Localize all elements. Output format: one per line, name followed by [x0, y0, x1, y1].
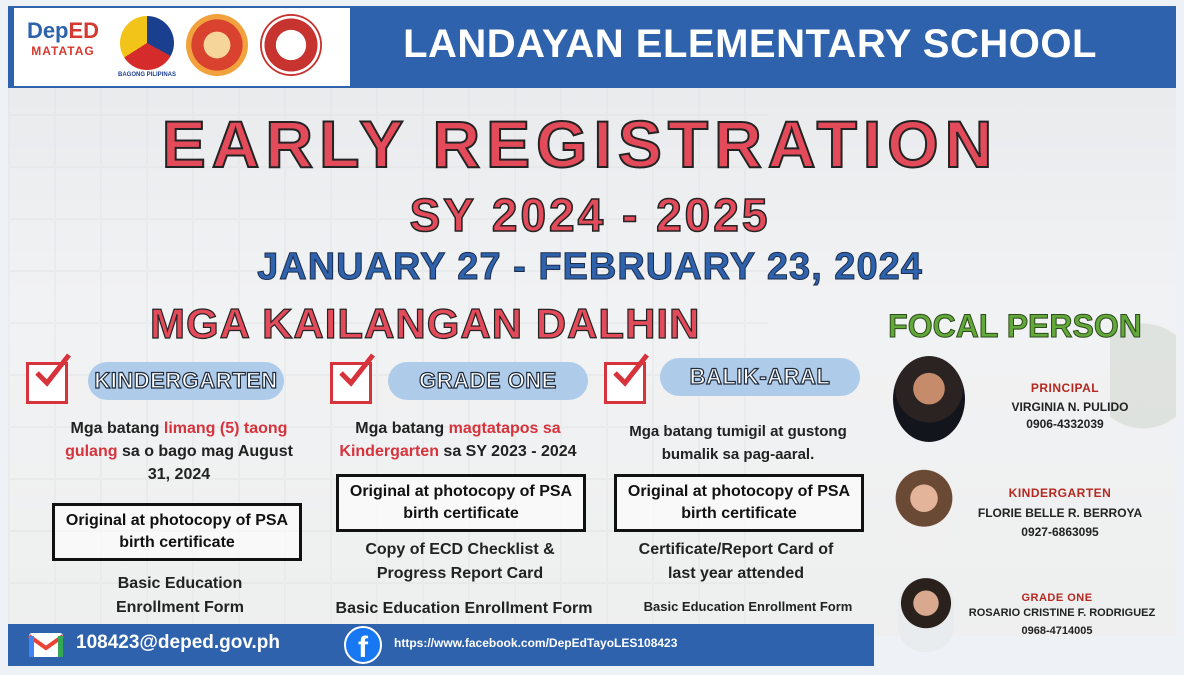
focal-name: FLORIE BELLE R. BERROYA — [977, 506, 1143, 520]
balik-aral-report-card: Certificate/Report Card of last year attended — [638, 541, 834, 582]
grade-one-ecd-checklist: Copy of ECD Checklist & Progress Report Card — [365, 541, 555, 582]
facebook-url: https://www.facebook.com/DepEdTayoLES108423 — [394, 636, 678, 650]
desc-text: sa SY 2023 - 2024 — [438, 443, 577, 460]
pill-balik-aral: BALIK-ARAL — [660, 358, 860, 396]
balik-aral-psa-box: Original at photocopy of PSA birth certificate — [614, 474, 864, 532]
focal-name: ROSARIO CRISTINE F. RODRIGUEZ — [968, 607, 1156, 619]
focal-phone: 0927-6863095 — [1021, 525, 1099, 539]
focal-role: KINDERGARTEN — [1008, 486, 1112, 500]
focal-role: GRADE ONE — [1021, 592, 1093, 604]
bagong-pilipinas-logo — [120, 16, 174, 70]
checkbox-icon — [26, 362, 68, 404]
matatag-logo-text: MATATAG — [31, 44, 95, 58]
deped-logo-ed: ED — [68, 18, 100, 43]
desc-text: Mga batang — [70, 420, 164, 437]
contact-email: 108423@deped.gov.ph — [76, 632, 281, 653]
bagong-pilipinas-caption: BAGONG PILIPINAS — [117, 72, 176, 78]
requirements-heading: MGA KAILANGAN DALHIN — [150, 300, 701, 347]
desc-text: Mga batang — [355, 420, 449, 437]
kindergarten-psa-box: Original at photocopy of PSA birth certificate — [52, 503, 302, 561]
deped-matatag-logo — [22, 18, 104, 76]
desc-text: Mga batang tumigil at gustong bumalik sa pag-aaral. — [629, 423, 847, 463]
main-title: EARLY REGISTRATION — [161, 107, 999, 181]
grade-one-psa-box: Original at photocopy of PSA birth certificate — [336, 474, 586, 532]
registration-dates: JANUARY 27 - FEBRUARY 23, 2024 — [257, 246, 923, 288]
desc-highlight: limang (5) taong gulang — [65, 420, 288, 460]
focal-role: PRINCIPAL — [1030, 381, 1100, 395]
deped-logo-dep: Dep — [26, 18, 69, 43]
desc-highlight: magtatapos sa Kindergarten — [339, 420, 561, 460]
desc-text: sa o bago mag August 31, 2024 — [117, 443, 293, 483]
school-name: LANDAYAN ELEMENTARY SCHOOL — [403, 22, 1097, 66]
kindergarten-description — [54, 417, 304, 486]
facebook-icon: f — [344, 626, 382, 664]
gmail-icon — [28, 632, 64, 658]
grade-one-enrollment-form: Basic Education Enrollment Form — [335, 600, 593, 617]
school-seal-logo — [260, 14, 322, 76]
grade-one-teacher-photo — [898, 578, 954, 652]
division-seal-logo — [186, 14, 248, 76]
focal-phone: 0968-4714005 — [1021, 625, 1093, 637]
kindergarten-enrollment-form: Basic Education Enrollment Form — [115, 575, 244, 616]
principal-photo — [893, 356, 965, 442]
school-year: SY 2024 - 2025 — [409, 189, 771, 241]
checkbox-icon — [330, 362, 372, 404]
grade-one-description — [322, 417, 594, 463]
focal-person-heading: FOCAL PERSON — [888, 308, 1142, 344]
balik-aral-enrollment-form: Basic Education Enrollment Form — [643, 599, 853, 614]
pill-grade-one: GRADE ONE — [388, 362, 588, 400]
pill-kindergarten: KINDERGARTEN — [88, 362, 284, 400]
focal-name: VIRGINIA N. PULIDO — [1011, 400, 1129, 414]
focal-phone: 0906-4332039 — [1026, 417, 1104, 431]
balik-aral-description — [612, 420, 864, 466]
checkbox-icon — [604, 362, 646, 404]
